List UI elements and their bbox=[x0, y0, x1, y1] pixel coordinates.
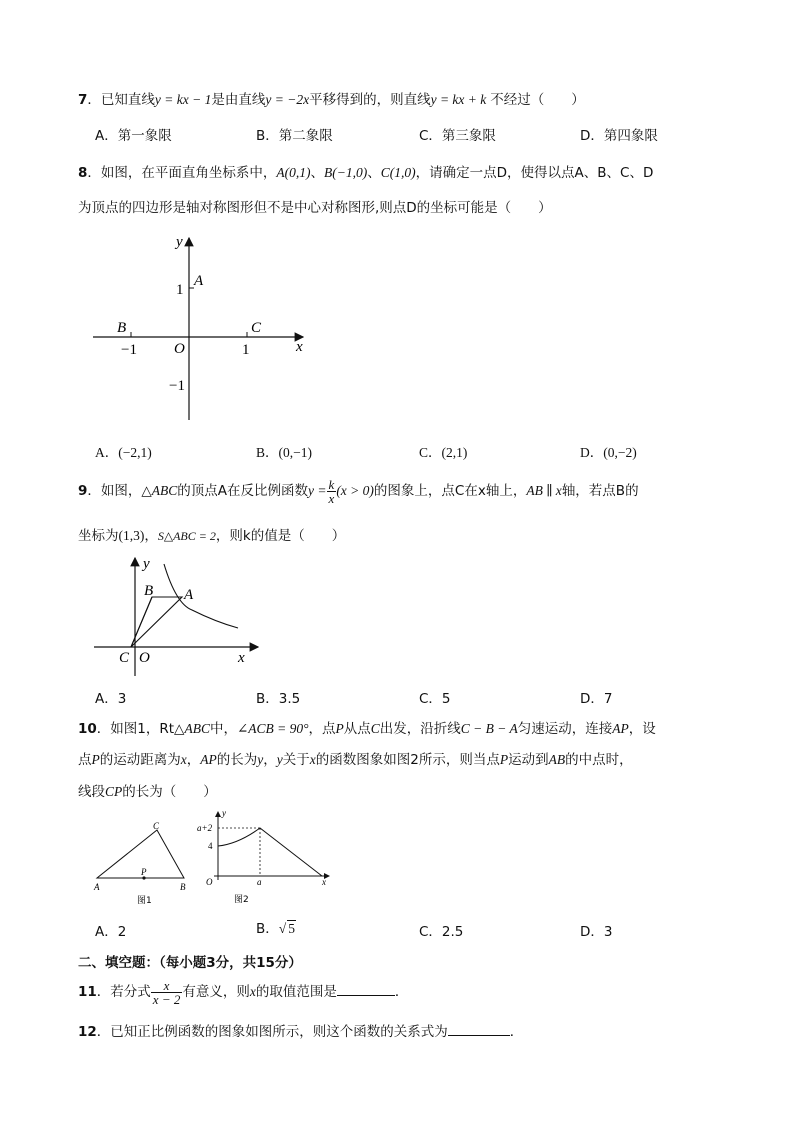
q7-option-c[interactable]: C．第三象限 bbox=[419, 128, 496, 144]
q10-fig2-a-plus-2: a+2 bbox=[197, 823, 213, 833]
q10-fig1-caption: 图1 bbox=[137, 896, 152, 906]
q9-line2-a: 坐标为 bbox=[78, 528, 119, 544]
q11-answer-blank[interactable] bbox=[337, 983, 395, 996]
q9-a-label: A bbox=[184, 587, 194, 603]
q10-option-a[interactable]: A．2 bbox=[95, 924, 127, 940]
q10-l2-p2: P bbox=[499, 752, 509, 767]
q10-stem-line1 bbox=[78, 717, 656, 737]
q10-text-d: 从点 bbox=[343, 721, 371, 737]
q10-fig1-c: C bbox=[153, 821, 160, 831]
q9-triangle-abc bbox=[131, 597, 182, 647]
q10-option-d[interactable]: D．3 bbox=[580, 924, 613, 940]
q10-sqrt-sign: √ bbox=[278, 921, 287, 936]
q9-func-num: k bbox=[328, 476, 335, 492]
q9-func-den: x bbox=[328, 490, 335, 506]
q9-y-label: y bbox=[143, 556, 150, 572]
q10-ap: AP bbox=[612, 721, 629, 736]
q9-figure bbox=[90, 552, 265, 682]
q9-text-d: 轴，若点B的 bbox=[561, 483, 639, 499]
q10-text-b: 中， bbox=[209, 721, 237, 737]
q10-option-b-label: B． bbox=[256, 921, 279, 937]
q11-frac-den: x − 2 bbox=[152, 991, 181, 1007]
q10-l2-y: y bbox=[257, 752, 264, 767]
q9-func-lhs: y = bbox=[308, 483, 327, 498]
q10-text-e: 出发，沿折线 bbox=[379, 721, 461, 737]
q10-figure1 bbox=[92, 818, 196, 908]
q9-option-d[interactable]: D．7 bbox=[580, 691, 613, 707]
q9-parallel: AB ∥ x bbox=[526, 483, 562, 498]
q7-option-a[interactable]: A．第一象限 bbox=[95, 128, 172, 144]
q10-l2-i: 的中点时， bbox=[565, 752, 633, 768]
q10-fig2-origin: O bbox=[206, 877, 213, 887]
q8-point-c: C(1,0) bbox=[380, 165, 416, 180]
q9-side-bc bbox=[131, 597, 152, 647]
q9-option-a[interactable]: A．3 bbox=[95, 691, 127, 707]
q10-fig2-x: x bbox=[322, 877, 326, 887]
q10-figure2 bbox=[196, 808, 336, 908]
q9-func-cond: (x > 0) bbox=[336, 483, 374, 498]
q10-path: C − B − A bbox=[460, 721, 518, 736]
q10-l2-x2: x bbox=[309, 752, 316, 767]
q8-origin-label: O bbox=[174, 341, 185, 357]
q10-text-a: ．如图1，Rt△ bbox=[96, 721, 185, 737]
q7-eq3: y = kx + k bbox=[430, 92, 487, 107]
q9-coord-b: (1,3) bbox=[118, 528, 145, 543]
q8-tick-label-xneg1: −1 bbox=[121, 342, 137, 358]
q10-l3-cp: CP bbox=[105, 784, 123, 799]
q10-fig2-four: 4 bbox=[208, 841, 213, 851]
q10-triangle: ABC bbox=[184, 721, 210, 736]
q8-option-b[interactable]: B．(0,−1) bbox=[256, 445, 312, 460]
q9-hyperbola bbox=[164, 564, 238, 628]
q8-point-b: B(−1,0) bbox=[324, 165, 368, 180]
q10-fig1-b: B bbox=[180, 882, 186, 892]
q10-l3-b: 的长为（ ） bbox=[122, 784, 217, 800]
q7-eq1: y = kx − 1 bbox=[154, 92, 212, 107]
q7-option-d[interactable]: D．第四象限 bbox=[580, 128, 658, 144]
q8-option-a[interactable]: A．(−2,1) bbox=[95, 445, 152, 460]
q9-origin-label: O bbox=[139, 650, 150, 666]
q9-line2-c: ，则k的值是（ ） bbox=[215, 528, 346, 544]
q9-text-a: ．如图， bbox=[87, 483, 142, 499]
q12-answer-blank[interactable] bbox=[448, 1023, 510, 1036]
section2-title: 二、填空题：（每小题3分，共15分） bbox=[78, 955, 302, 971]
q10-l2-f: 关于 bbox=[282, 752, 310, 768]
q8-stem-line1 bbox=[78, 161, 653, 181]
q10-l2-x: x bbox=[180, 752, 187, 767]
q11-text-c: 的取值范围是 bbox=[255, 984, 337, 1000]
q11-fraction bbox=[151, 979, 183, 1006]
q7-stem bbox=[78, 88, 585, 108]
q10-l2-d: 的长为 bbox=[216, 752, 258, 768]
q8-option-c[interactable]: C．(2,1) bbox=[419, 445, 468, 460]
q9-area: S△ABC = 2 bbox=[157, 529, 216, 543]
q7-number: 7 bbox=[78, 92, 88, 108]
q8-stem-line2: 为顶点的四边形是轴对称图形但不是中心对称图形,则点D的坐标可能是（ ） bbox=[78, 200, 552, 216]
q12-number: 12 bbox=[78, 1024, 97, 1040]
q8-tick-label-y1: 1 bbox=[176, 282, 184, 298]
q8-text-a: ．如图，在平面直角坐标系中， bbox=[87, 165, 277, 181]
q10-stem-line3 bbox=[78, 780, 217, 800]
q10-fig2-curve bbox=[218, 828, 322, 876]
q8-sep1: 、 bbox=[310, 165, 325, 181]
q10-fig2-caption: 图2 bbox=[234, 895, 249, 905]
q10-fig1-p: P bbox=[141, 867, 147, 877]
q10-text-c: ，点 bbox=[308, 721, 336, 737]
q11-text-d: ． bbox=[394, 984, 409, 1000]
q9-b-label: B bbox=[144, 583, 154, 599]
q9-line2-b: ， bbox=[144, 528, 158, 544]
q10-option-b[interactable] bbox=[256, 917, 296, 937]
q8-number: 8 bbox=[78, 165, 88, 181]
q8-b-label: B bbox=[117, 320, 127, 336]
q7-text-d: 不经过（ ） bbox=[490, 92, 585, 108]
q8-y-label: y bbox=[176, 234, 183, 250]
q8-a-label: A bbox=[194, 273, 204, 289]
q7-text-b: 是由直线 bbox=[211, 92, 266, 108]
q8-option-d[interactable]: D．(0,−2) bbox=[580, 445, 637, 460]
q9-text-c: 的图象上，点C在x轴上， bbox=[373, 483, 527, 499]
q10-text-g: ，设 bbox=[628, 721, 656, 737]
q8-sep2: 、 bbox=[367, 165, 381, 181]
q9-triangle: △ABC bbox=[141, 483, 178, 498]
q10-l2-h: 运动到 bbox=[508, 752, 549, 768]
q10-l2-c: ， bbox=[186, 752, 201, 768]
q10-l2-e: ， bbox=[263, 752, 277, 768]
q11-text-b: 有意义，则 bbox=[182, 984, 250, 1000]
q9-x-label: x bbox=[238, 650, 245, 666]
q9-option-b[interactable]: B．3.5 bbox=[256, 691, 301, 707]
q10-l2-b: 的运动距离为 bbox=[99, 752, 181, 768]
q10-l2-p: P bbox=[91, 752, 100, 767]
q10-fig2-y: y bbox=[222, 808, 226, 818]
q7-text-a: ．已知直线 bbox=[87, 92, 155, 108]
q8-tick-label-yneg1: −1 bbox=[169, 378, 185, 394]
q10-fig2-a: a bbox=[257, 877, 262, 887]
q8-coordinate-figure bbox=[88, 228, 318, 428]
q8-x-label: x bbox=[296, 339, 303, 355]
q11-stem bbox=[78, 978, 408, 1006]
q7-eq2: y = −2x bbox=[265, 92, 310, 107]
q10-fig1-a: A bbox=[94, 882, 100, 892]
q12-text-a: ．已知正比例函数的图象如图所示，则这个函数的关系式为 bbox=[96, 1024, 448, 1040]
q8-point-a: A(0,1) bbox=[276, 165, 311, 180]
q9-stem-line2 bbox=[78, 524, 345, 544]
q10-l2-g: 的函数图象如图2所示，则当点 bbox=[315, 752, 500, 768]
q10-text-f: 匀速运动，连接 bbox=[517, 721, 613, 737]
q9-func-fraction bbox=[327, 478, 337, 505]
q10-number: 10 bbox=[78, 721, 97, 737]
q8-c-label: C bbox=[251, 320, 262, 336]
q8-text-b: ，请确定一点D，使得以点A、B、C、D bbox=[415, 165, 654, 181]
q10-option-b-root: 5 bbox=[288, 921, 295, 936]
q10-stem-line2 bbox=[78, 748, 633, 768]
q9-text-b: 的顶点A在反比例函数 bbox=[177, 483, 309, 499]
q10-l3-a: 线段 bbox=[78, 784, 105, 800]
q10-l2-ab: AB bbox=[548, 752, 566, 767]
q12-stem bbox=[78, 1020, 523, 1040]
q11-var: x bbox=[249, 984, 256, 999]
q10-l2-y2: y bbox=[276, 752, 283, 767]
q8-tick-label-x1: 1 bbox=[242, 342, 250, 358]
q10-l2-ap: AP bbox=[200, 752, 217, 767]
q9-option-c[interactable]: C．5 bbox=[419, 691, 451, 707]
q10-angle: ∠ACB = 90° bbox=[236, 721, 309, 736]
q7-text-c: 平移得到的，则直线 bbox=[309, 92, 431, 108]
q10-c: C bbox=[370, 721, 380, 736]
q10-l2-a: 点 bbox=[78, 752, 92, 768]
q9-stem-line1 bbox=[78, 476, 639, 506]
q9-c-label: C bbox=[119, 650, 130, 666]
q11-frac-num: x bbox=[151, 979, 183, 993]
q7-option-b[interactable]: B．第二象限 bbox=[256, 128, 333, 144]
q9-number: 9 bbox=[78, 483, 88, 499]
q11-text-a: ．若分式 bbox=[96, 984, 151, 1000]
q10-p: P bbox=[335, 721, 344, 736]
q10-option-c[interactable]: C．2.5 bbox=[419, 924, 464, 940]
q11-number: 11 bbox=[78, 984, 97, 1000]
q12-text-b: ． bbox=[509, 1024, 524, 1040]
